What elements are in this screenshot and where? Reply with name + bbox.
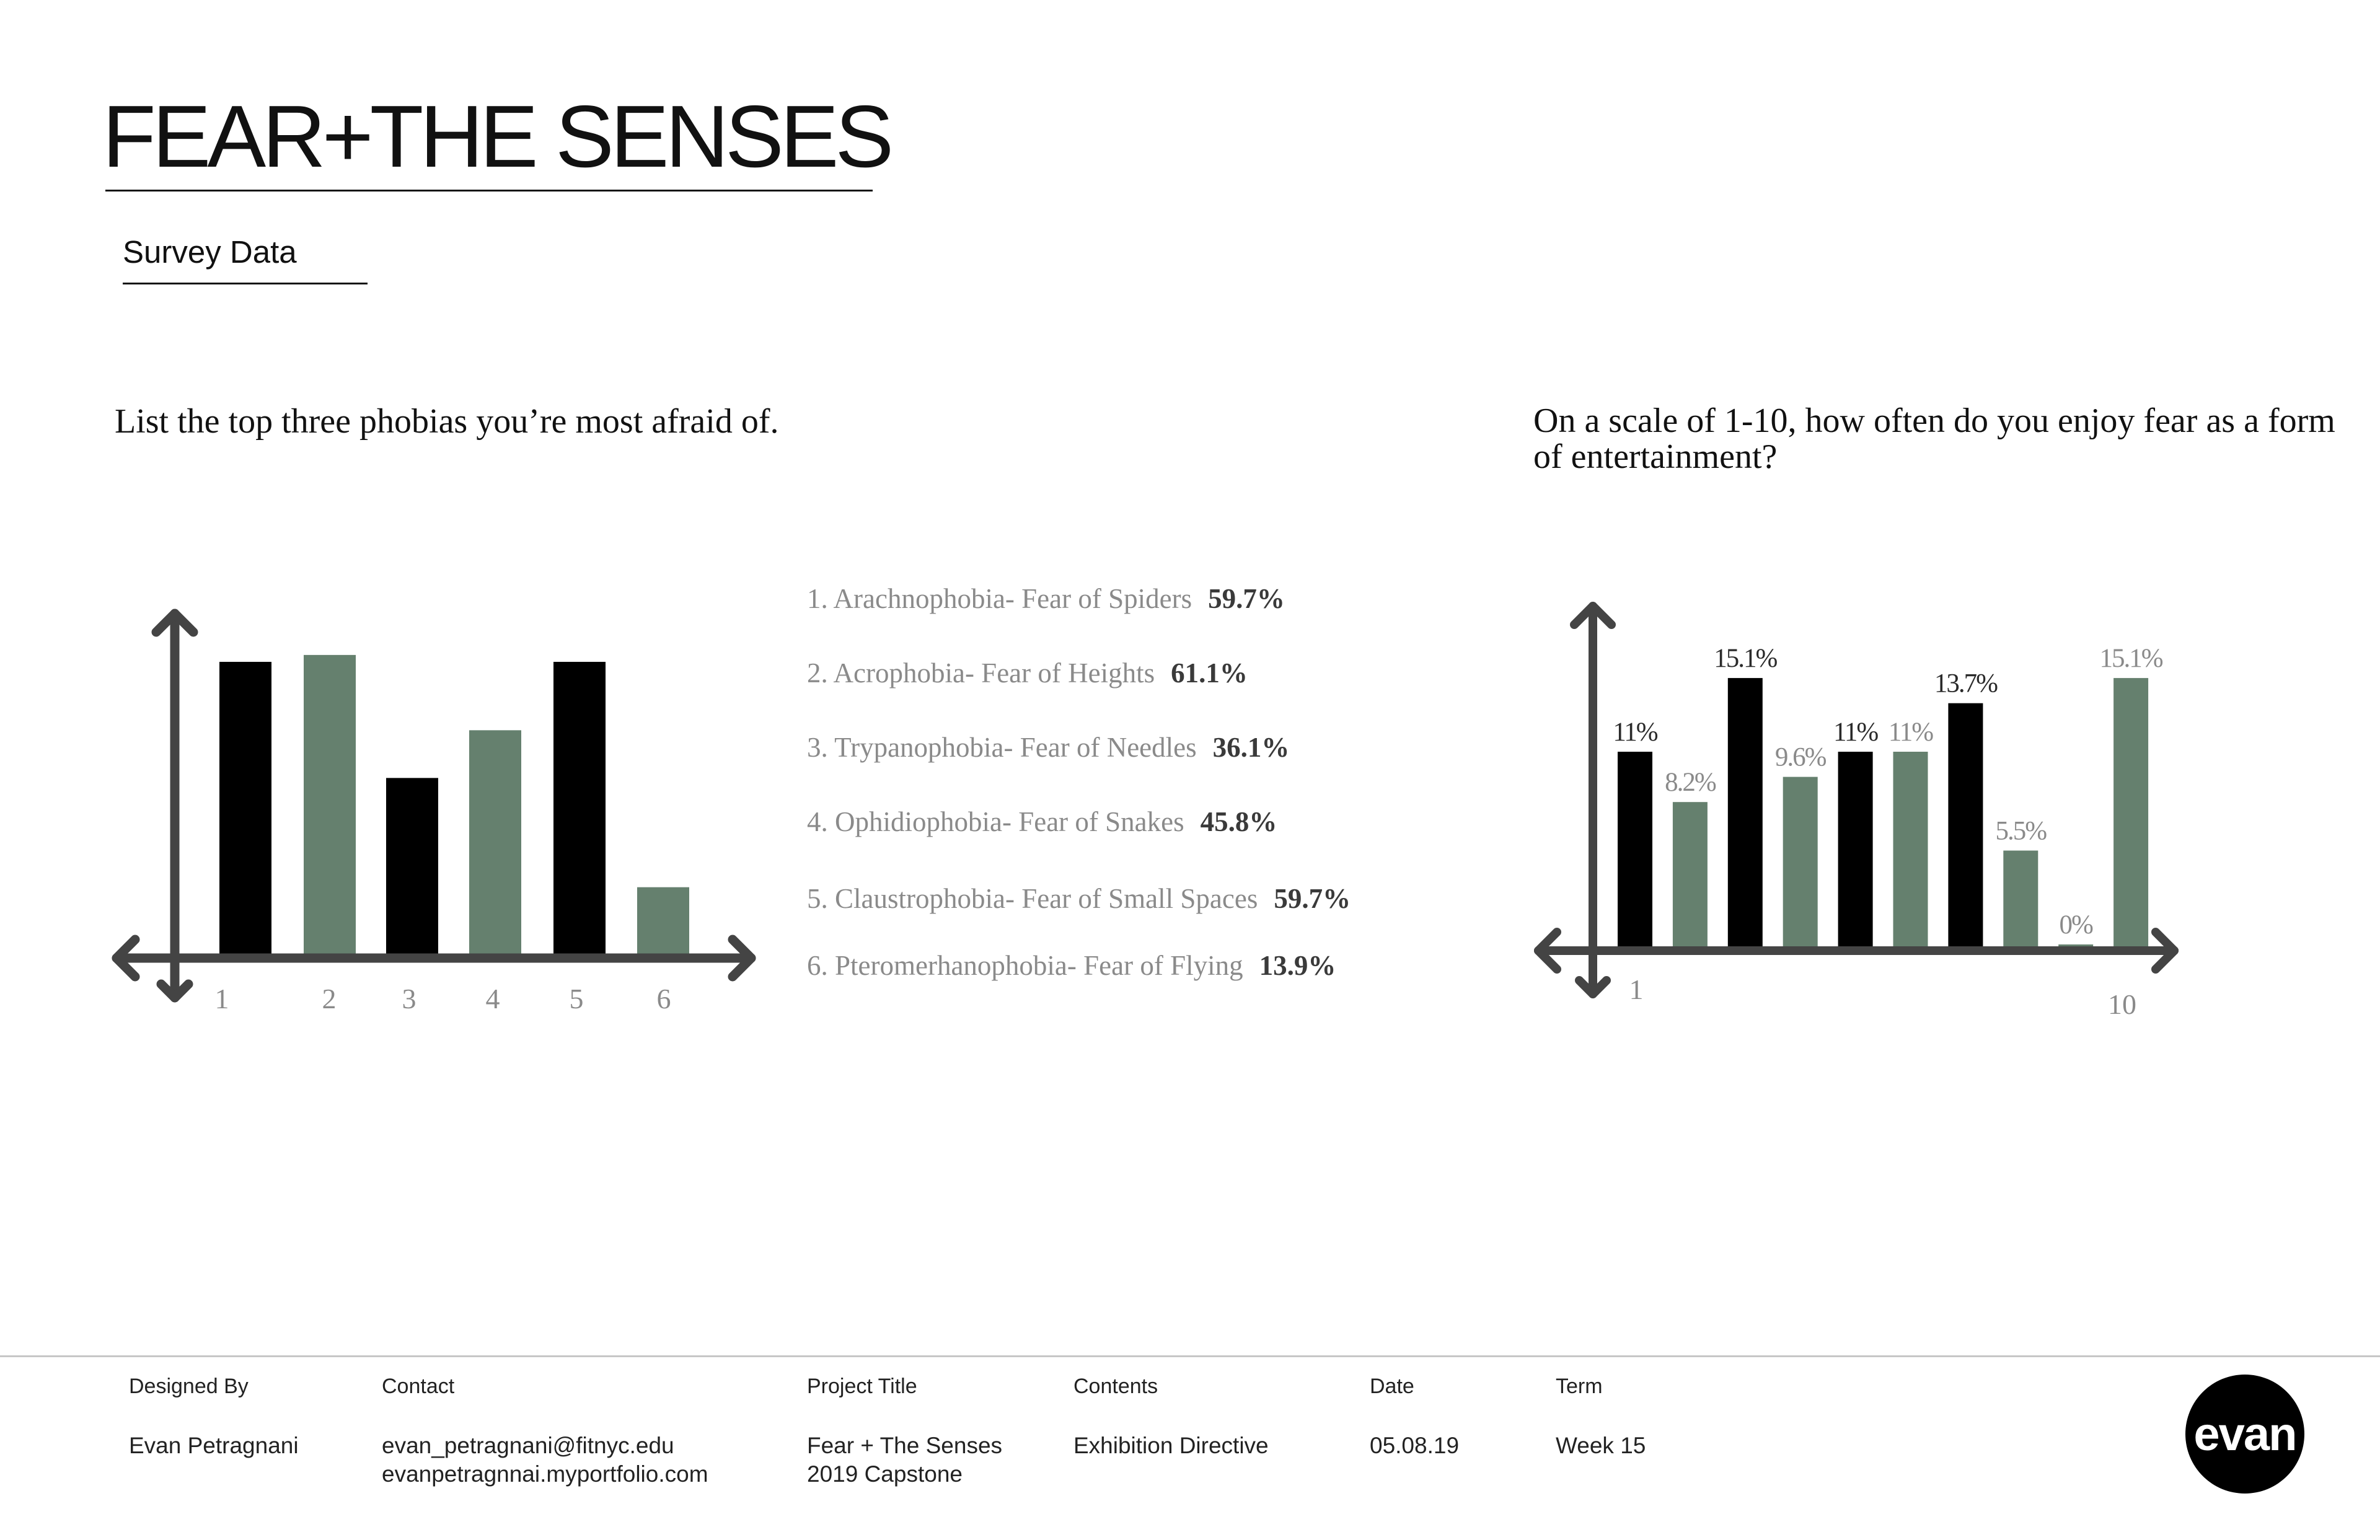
list-item — [807, 885, 1351, 913]
data-label: 9.6% — [1774, 742, 1826, 772]
bar — [1728, 678, 1763, 949]
contact-label: Contact — [382, 1375, 455, 1398]
project-subtitle-value: 2019 Capstone — [807, 1461, 963, 1487]
x-tick-label: 10 — [2108, 988, 2136, 1020]
data-label: 11% — [1833, 718, 1878, 747]
x-tick-label: 3 — [402, 983, 416, 1014]
data-label: 11% — [1888, 718, 1933, 747]
bar — [1893, 752, 1928, 949]
phobia-bar-chart — [0, 0, 775, 1054]
data-label: 0% — [2059, 910, 2092, 939]
x-tick-label: 6 — [656, 983, 671, 1014]
x-tick-label: 1 — [214, 983, 229, 1014]
data-label: 11% — [1613, 718, 1657, 747]
footer-divider — [0, 1355, 2380, 1357]
x-tick-label: 2 — [322, 983, 337, 1014]
data-label: 8.2% — [1665, 768, 1716, 798]
list-item — [807, 734, 1289, 762]
question-phobias: List the top three phobias you’re most afraid of. — [115, 402, 779, 441]
contact-email: evan_petragnani@fitnyc.edu — [382, 1433, 674, 1458]
phobia-label: 4. Ophidiophobia- Fear of Snakes — [807, 806, 1184, 837]
contents-label: Contents — [1073, 1375, 1158, 1398]
x-tick-label: 5 — [569, 983, 584, 1014]
data-label: 13.7% — [1934, 669, 1997, 698]
phobia-percent: 59.7% — [1274, 883, 1351, 914]
date-value: 05.08.19 — [1370, 1433, 1460, 1458]
x-tick-label: 4 — [485, 983, 500, 1014]
date-label: Date — [1370, 1375, 1414, 1398]
phobia-label: 1. Arachnophobia- Fear of Spiders — [807, 583, 1192, 614]
data-label: 15.1% — [2099, 644, 2162, 674]
term-label: Term — [1556, 1375, 1603, 1398]
list-item — [807, 952, 1336, 980]
bar — [1673, 802, 1708, 949]
bar — [386, 778, 438, 956]
contact-website: evanpetragnnai.myportfolio.com — [382, 1461, 708, 1487]
bar — [2003, 851, 2038, 950]
contents-value: Exhibition Directive — [1073, 1433, 1269, 1458]
data-label: 5.5% — [1995, 816, 2047, 846]
bar — [219, 662, 271, 956]
designed-by-label: Designed By — [129, 1375, 249, 1398]
bar — [637, 887, 689, 956]
entertainment-bar-chart — [1488, 0, 2231, 1054]
term-value: Week 15 — [1556, 1433, 1646, 1458]
list-item — [807, 659, 1248, 687]
page-subtitle: Survey Data — [123, 234, 297, 270]
question-entertainment: On a scale of 1-10, how often do you enjoy fear as a form of entertainment? — [1533, 402, 2335, 476]
page-title: FEAR+THE SENSES — [102, 87, 891, 186]
bar — [304, 655, 356, 956]
list-item — [807, 808, 1277, 836]
designed-by-value: Evan Petragnani — [129, 1433, 299, 1458]
project-title-label: Project Title — [807, 1375, 917, 1398]
bar — [1618, 752, 1652, 949]
phobia-percent: 45.8% — [1200, 806, 1277, 837]
phobia-percent: 13.9% — [1259, 950, 1336, 981]
phobia-percent: 36.1% — [1212, 732, 1290, 763]
phobia-label: 5. Claustrophobia- Fear of Small Spaces — [807, 883, 1258, 914]
evan-logo: evan — [2185, 1375, 2304, 1494]
list-item — [807, 585, 1285, 613]
phobia-label: 2. Acrophobia- Fear of Heights — [807, 658, 1155, 689]
bar — [469, 730, 521, 956]
project-title-value: Fear + The Senses — [807, 1433, 1003, 1458]
data-label: 15.1% — [1714, 644, 1777, 674]
bar — [553, 662, 606, 956]
phobia-percent: 61.1% — [1171, 658, 1248, 689]
bar — [1783, 777, 1818, 949]
x-tick-label: 1 — [1629, 974, 1644, 1005]
bar — [2113, 678, 2148, 949]
phobia-percent: 59.7% — [1208, 583, 1285, 614]
bar — [1838, 752, 1873, 949]
bar — [1948, 703, 1983, 949]
phobia-label: 6. Pteromerhanophobia- Fear of Flying — [807, 950, 1243, 981]
phobia-label: 3. Trypanophobia- Fear of Needles — [807, 732, 1197, 763]
